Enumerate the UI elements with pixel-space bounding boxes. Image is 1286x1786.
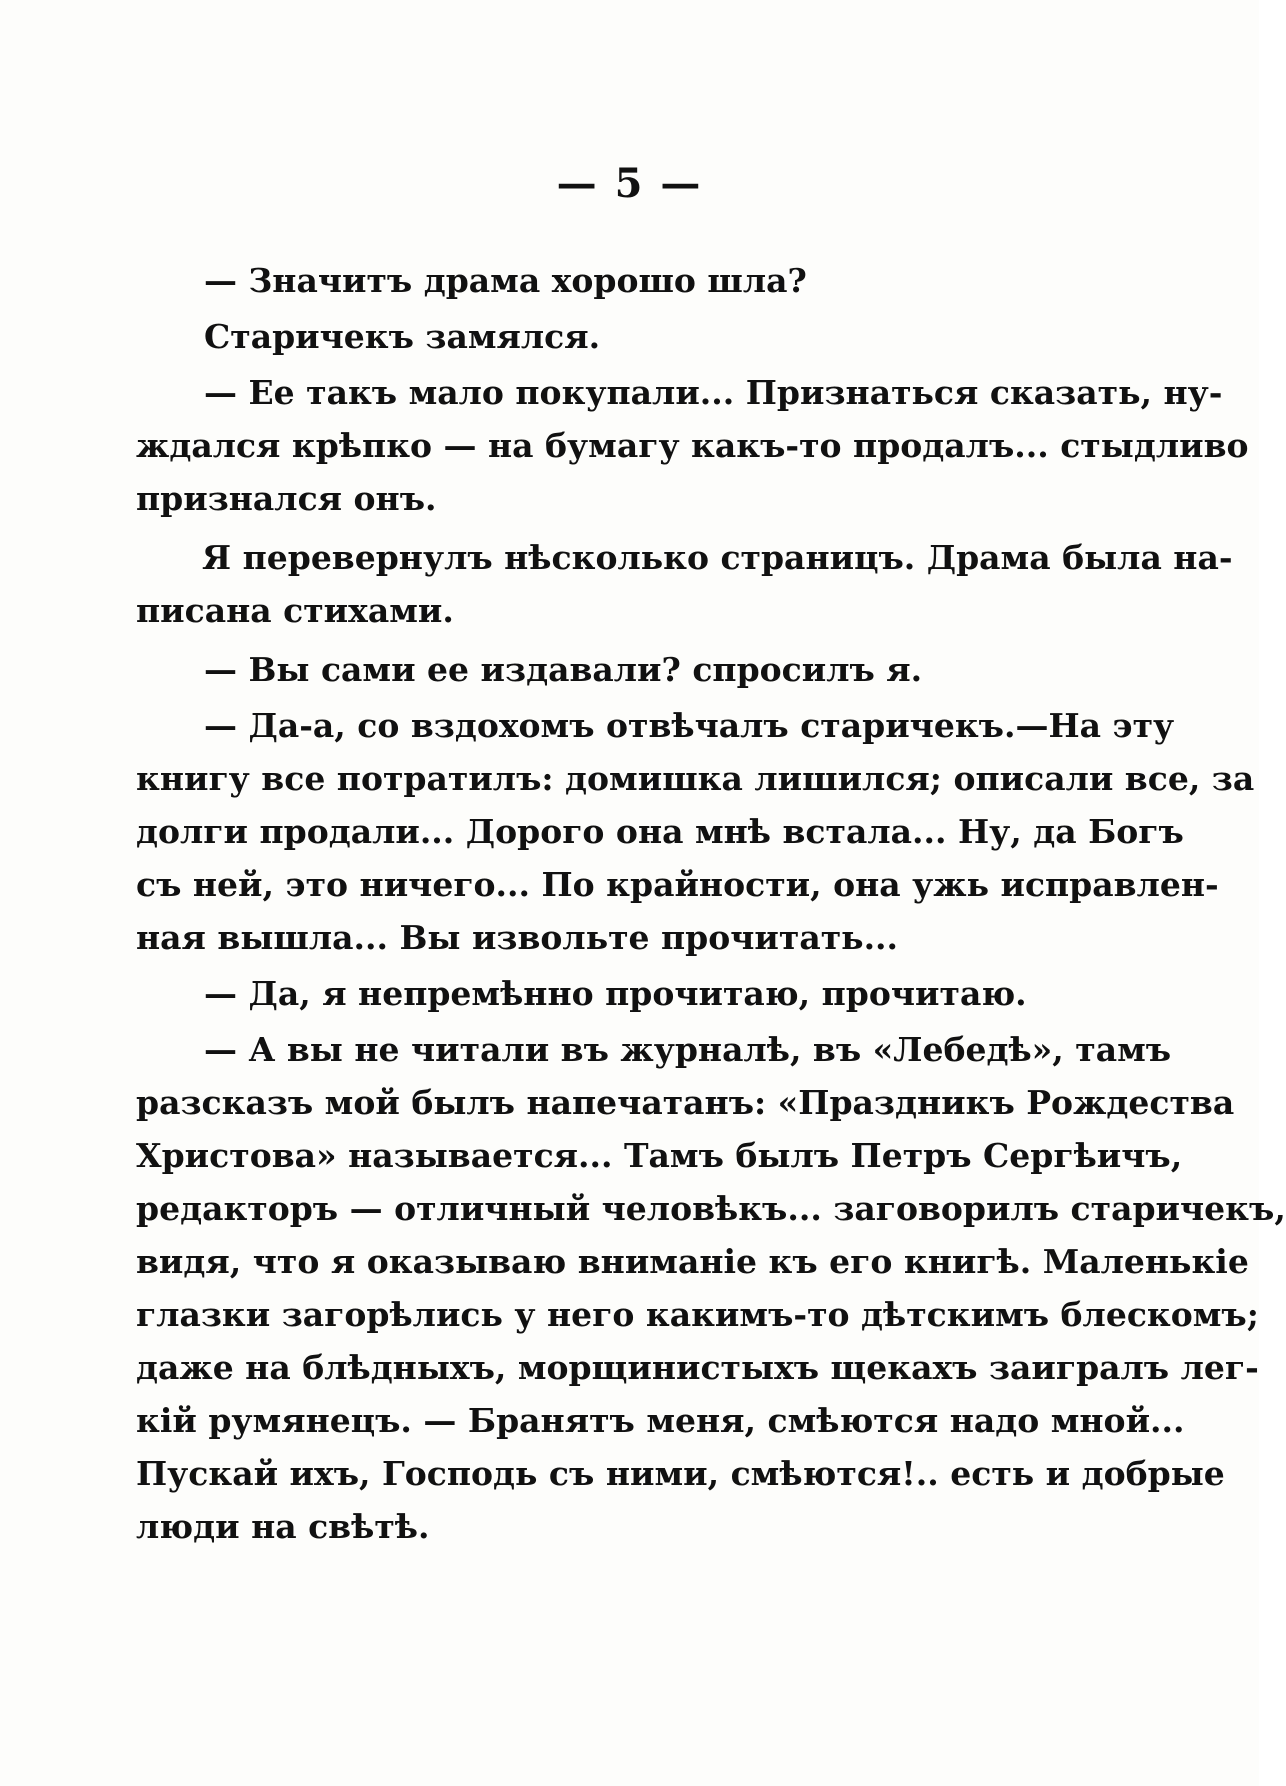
text-line: ная вышла... Вы извольте прочитать... [136,918,899,957]
text-line: редакторъ — отличный человѣкъ... заговорилъ старичекъ, [136,1189,1286,1228]
text-line: книгу все потратилъ: домишка лишился; описали все, за [136,759,1255,798]
text-line: — Да, я непремѣнно прочитаю, прочитаю. [204,974,1027,1013]
text-line: ждался крѣпко — на бумагу какъ-то продалъ... стыдливо [136,426,1249,465]
text-line: долги продали... Дорого она мнѣ встала... Ну, да Богъ [136,812,1184,851]
text-line: — Ее такъ мало покупали... Признаться сказать, ну- [204,373,1223,412]
text-line: Я перевернулъ нѣсколько страницъ. Драма была на- [202,538,1233,577]
text-line: — Вы сами ее издавали? спросилъ я. [204,650,923,689]
text-line: даже на блѣдныхъ, морщинистыхъ щекахъ заигралъ лег- [136,1348,1259,1387]
text-line: — Значитъ драма хорошо шла? [204,261,807,300]
text-line: — А вы не читали въ журналѣ, въ «Лебедѣ», тамъ [204,1030,1172,1069]
text-line: видя, что я оказываю вниманіе къ его книгѣ. Маленькіе [136,1242,1249,1281]
page-body-text [136,254,1286,1553]
text-line: писана стихами. [136,591,454,630]
text-line: съ ней, это ничего... По крайности, она ужь исправлен- [136,865,1219,904]
text-line: люди на свѣтѣ. [136,1507,430,1546]
text-line: Христова» называется... Тамъ былъ Петръ Сергѣичъ, [136,1136,1183,1175]
text-line: — Да-а, со вздохомъ отвѣчалъ старичекъ.—На эту [204,706,1175,745]
text-line: признался онъ. [136,479,437,518]
text-line: Пускай ихъ, Господь съ ними, смѣются!.. есть и добрые [136,1454,1225,1493]
page-number: — 5 — [556,160,703,207]
text-line: кій румянецъ. — Бранятъ меня, смѣются надо мной... [136,1401,1185,1440]
text-line: Старичекъ замялся. [204,317,601,356]
text-line: глазки загорѣлись у него какимъ-то дѣтскимъ блескомъ; [136,1295,1259,1334]
text-line: разсказъ мой былъ напечатанъ: «Праздникъ Рождества [136,1083,1235,1122]
